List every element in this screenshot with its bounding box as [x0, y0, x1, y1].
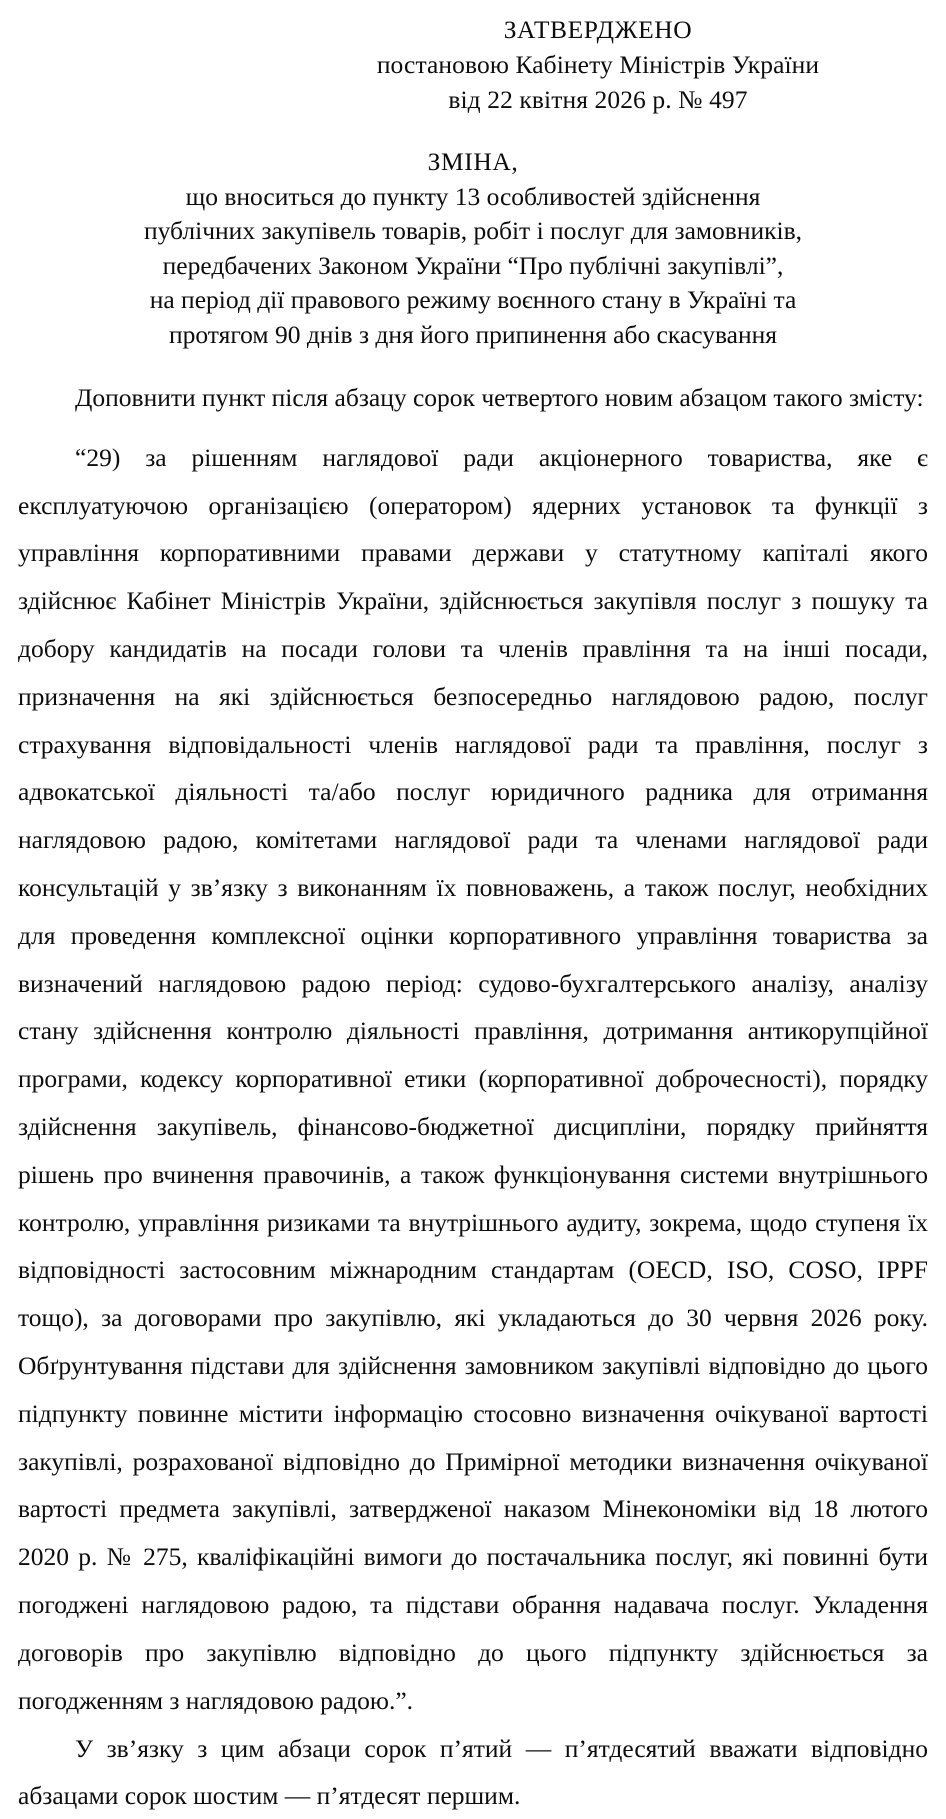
approval-heading: ЗАТВЕРДЖЕНО [503, 15, 693, 44]
title-subline-1: що вноситься до пункту 13 особливостей здійснення [185, 181, 761, 211]
title-subline-5: протягом 90 днів з дня його припинення або скасування [169, 319, 777, 349]
document-title-block [0, 145, 946, 352]
document-body [0, 374, 946, 1819]
body-paragraph-intro: Доповнити пункт після абзацу сорок четвертого новим абзацом такого змісту: [75, 383, 924, 412]
title-subline-4: на період дії правового режиму воєнного стану в Україні та [149, 285, 797, 314]
approval-resolution-date-number: від 22 квітня 2026 р. № 497 [448, 85, 748, 114]
approval-block [0, 0, 946, 117]
approval-resolution-source: постановою Кабінету Міністрів України [376, 50, 820, 79]
title-subline-3: передбачених Законом України “Про публічні закупівлі”, [162, 250, 784, 280]
title-subline-2: публічних закупівель товарів, робіт і послуг для замовників, [144, 216, 802, 245]
body-paragraph-amendment: “29) за рішенням наглядової ради акціонерного товариства, яке є експлуатуючою організацією (оператором) ядерних установок та функції з управління корпоративними правами держави у статутному капіталі якого здійснює Кабінет Міністрів України, здійснюється закупівля послуг з пошуку та добору кандидатів на посади голови та членів правління та на інші посади, призначення на які здійснюється безпосередньо наглядовою радою, послуг страхування відповідальності членів наглядової ради та правління, послуг з адвокатської діяльності та/або послуг юридичного радника для отримання наглядовою радою, комітетами наглядової ради та членами наглядової ради консультацій у зв’язку з виконанням їх повноважень, а також послуг, необхідних для проведення комплексної оцінки корпоративного управління товариства за визначений наглядовою радою період: судово-бухгалтерського аналізу, аналізу стану здійснення контролю діяльності правління, дотримання антикорупційної програми, кодексу корпоративної етики (корпоративної доброчесності), порядку здійснення закупівель, фінансово-бюджетної дисципліни, порядку прийняття рішень про вчинення правочинів, а також функціонування системи внутрішнього контролю, управління ризиками та внутрішнього аудиту, зокрема, щодо ступеня їх відповідності застосовним міжнародним стандартам (OECD, ISO, COSO, IPPF тощо), за договорами про закупівлю, які укладаються до 30 червня 2026 року. Обґрунтування підстави для здійснення замовником закупівлі відповідно до цього підпункту повинне містити інформацію стосовно визначення очікуваної вартості закупівлі, розрахованої відповідно до Примірної методики визначення очікуваної вартості предмета закупівлі, затвердженої наказом Мінекономіки від 18 лютого 2020 р. № 275, кваліфікаційні вимоги до постачальника послуг, які повинні бути погоджені наглядовою радою, та підстави обрання надавача послуг. Укладення договорів про закупівлю відповідно до цього підпункту здійснюється за погодженням з наглядовою радою.”. [18, 442, 928, 1715]
body-paragraph-renumbering: У зв’язку з цим абзаци сорок п’ятий — п’ятдесятий вважати відповідно абзацами сорок шостим — п’ятдесят першим. [18, 1734, 928, 1810]
paragraph-spacer [18, 422, 928, 434]
page-title: ЗМІНА, [427, 147, 519, 176]
